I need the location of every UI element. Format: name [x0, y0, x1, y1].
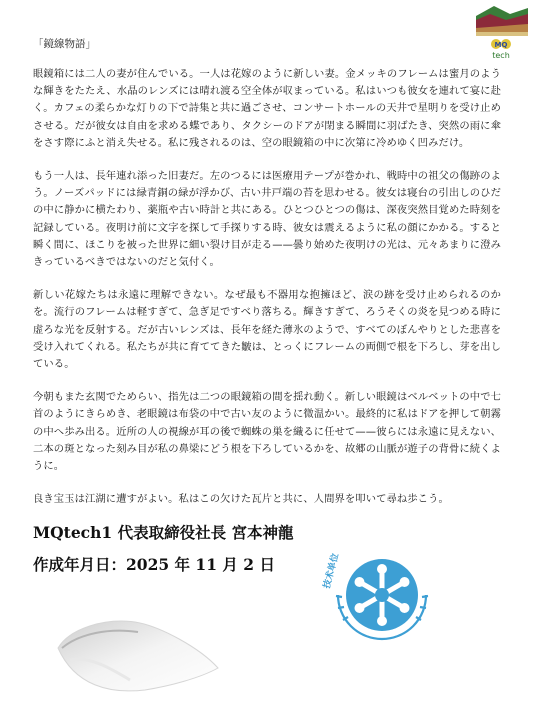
seal-text: 技术单位: [322, 552, 342, 590]
paragraph-2: もう一人は、長年連れ添った旧妻だ。左のつるには医療用テープが巻かれ、戦時中の祖父の傷跡のよう。ノーズパッドには緑青銅の緑が浮かび、古い井戸端の苔を思わせる。彼女は寝台の引出しのひだの中に静かに横たわり、薬瓶や古い時計と共にある。ひとつひとつの傷は、深夜突然目覚めた時刻を記録している。夜明け前に文字を探して手探りする時、彼女は震えるように私の顔にかかる。すると瞬く間に、ほこりを被った世界に細い裂け目が走る——曇り始めた夜明けの光は、元々あまりに澄みきっているべきではないのだと気付く。: [33, 170, 501, 269]
creation-date: 作成年月日：2025 年 11 月 2 日: [33, 555, 275, 574]
paragraph-4: 今朝もまた玄関でためらい、指先は二つの眼鏡箱の間を揺れ動く。新しい眼鏡はベルベットの中で七首のようにきらめき、老眼鏡は布袋の中で古い友のように微温かい。最終的に私はドアを押して朝霧の中へ歩み出る。近所の人の視線が耳の後で蜘蛛の巣を織るに任せて——彼らには永遠に見えない、二本の斑となった刻み目が私の鼻梁にどう根を下ろしているかを、故郷の山脈が遊子の背骨に続くように。: [33, 391, 501, 473]
document-body: [33, 66, 501, 524]
eyeglasses-image: [50, 608, 220, 703]
paragraph-1: 眼鏡箱には二人の妻が住んでいる。一人は花嫁のように新しい妻。金メッキのフレームは蜜月のような輝きをたたえ、水晶のレンズには晴れ渡る空全体が収まっている。私はいつも彼女を連れて宴に赴く。カフェの柔らかな灯りの下で詩集と共に過ごさせ、コンサートホールの天井で星明りを受け止めさせる。だが彼女は自由を求める蝶であり、タクシーのドアが閉まる瞬間に羽ばたき、突然の雨に傘をさす際にふと消え失せる。私に残されるのは、空の眼鏡箱の中に次第に冷めゆく凹みだけ。: [33, 68, 501, 149]
logo-text: MQ: [494, 41, 508, 49]
company-seal: [318, 545, 446, 645]
paragraph-3: 新しい花嫁たちは永遠に理解できない。なぜ最も不器用な抱擁ほど、涙の跡を受け止められるのかを。流行のフレームは軽すぎて、急ぎ足ですべり落ちる。輝きすぎて、ろうそくの炎を見つめる時に虚ろな光を反射する。だが古いレンズは、長年を経た薄氷のようで、すべてのぼんやりとした悲喜を受け入れてくれる。私たちが共に育ててきた皺は、とっくにフレームの両側で根を下ろし、芽を出している。: [33, 289, 501, 371]
logo-emblem-icon: [476, 4, 528, 60]
paragraph-5: 良き宝玉は江湖に遭すがよい。私はこの欠けた瓦片と共に、人間界を叩いて尋ね歩こう。: [33, 493, 449, 506]
document-title: 「鏡線物語」: [33, 38, 96, 50]
eyeglasses-icon: [50, 608, 220, 703]
logo-subtext: tech: [492, 51, 510, 60]
company-logo: [476, 4, 528, 60]
signature-line: MQtech1 代表取締役社長 宮本神龍: [33, 523, 294, 542]
snowflake-seal-icon: [318, 545, 446, 645]
